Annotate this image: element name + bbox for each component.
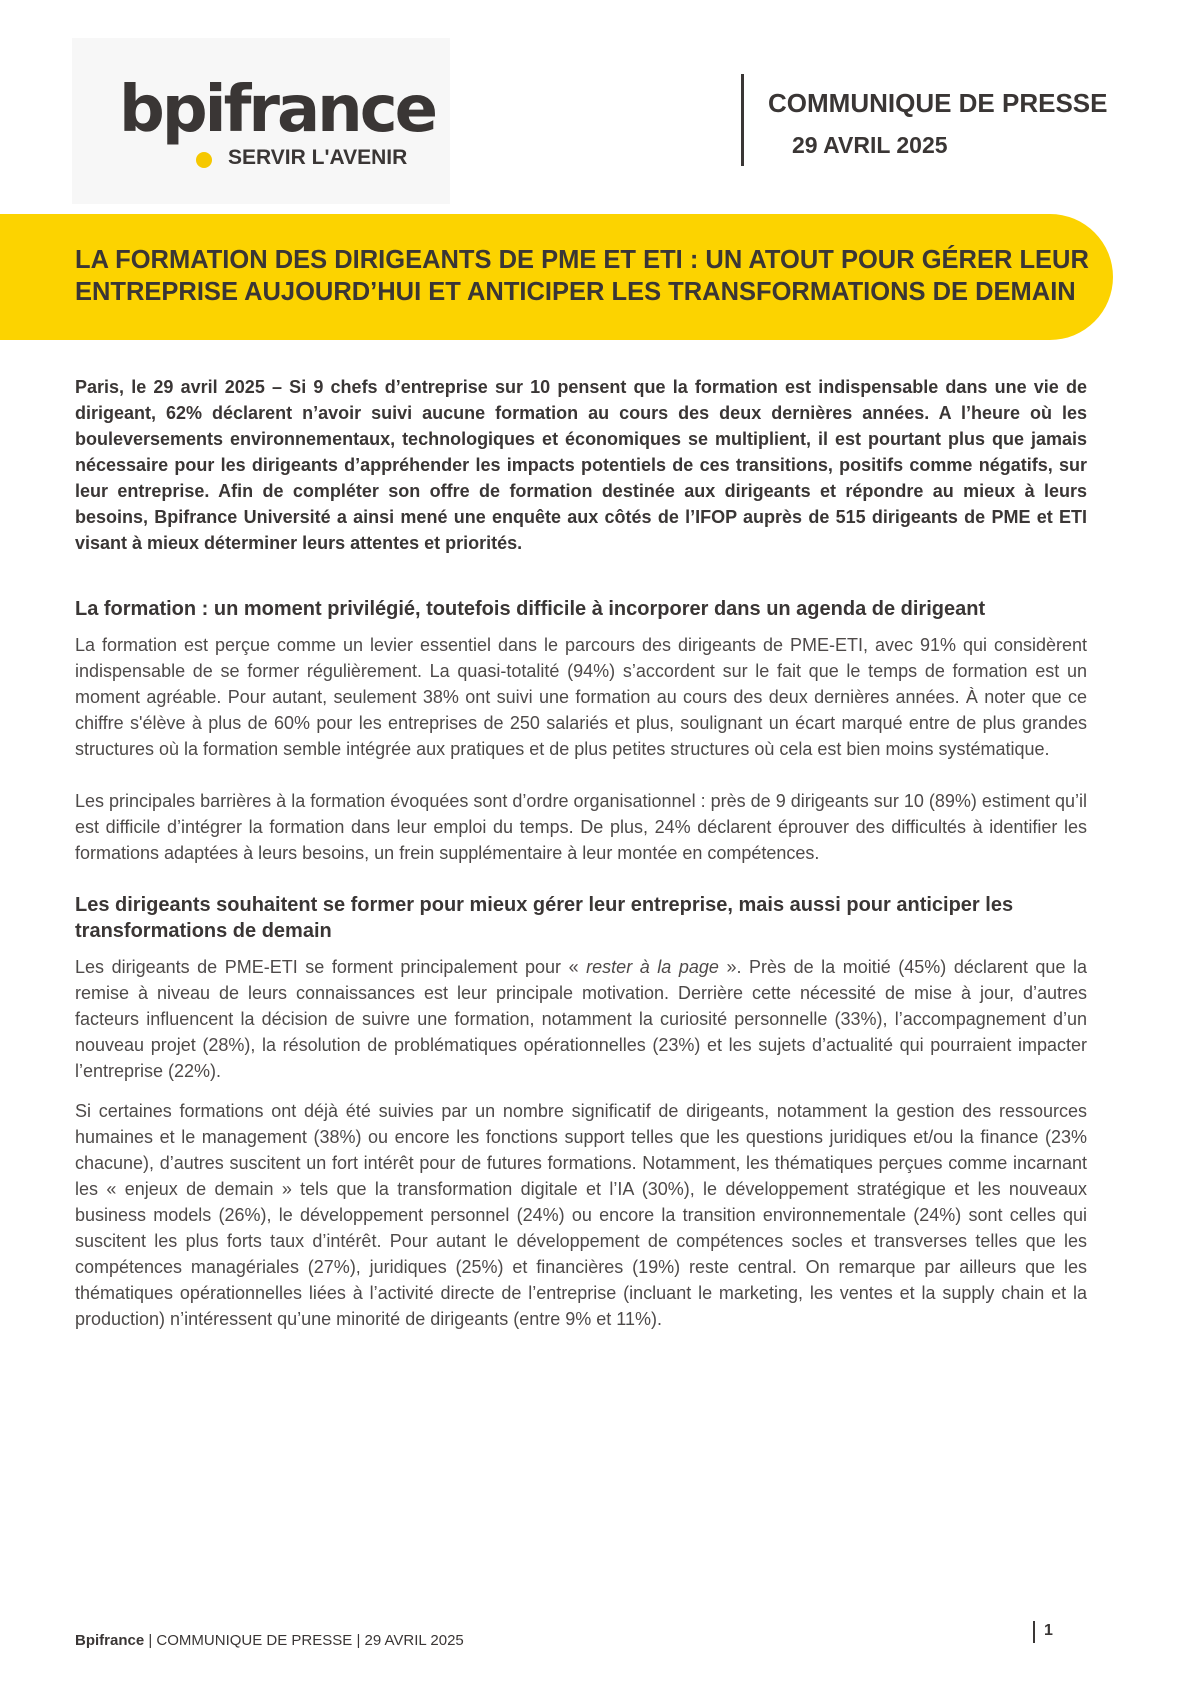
lead-paragraph: Paris, le 29 avril 2025 – Si 9 chefs d’entreprise sur 10 pensent que la formation est indispensable dans une vie de dirigeant, 62% déclarent n’avoir suivi aucune formation au cours des deux dernières années. A l’heure où les bouleversements environnementaux, technologiques et économiques se multiplient, il est pourtant plus que jamais nécessaire pour les dirigeants d’appréhender les impacts potentiels de ces transitions, positifs comme négatifs, sur leur entreprise. Afin de compléter son offre de formation destinée aux dirigeants et répondre au mieux à leurs besoins, Bpifrance Université a ainsi mené une enquête aux côtés de l’IFOP auprès de 515 dirigeants de PME et ETI visant à mieux déterminer leurs attentes et priorités. [75, 377, 1087, 553]
logo [72, 38, 450, 204]
footer-brand: Bpifrance [75, 1632, 145, 1649]
quoted-phrase: rester à la page [586, 957, 719, 977]
footer [75, 1632, 464, 1649]
logo-dot-icon [196, 152, 212, 168]
header-divider [741, 74, 744, 166]
section1-paragraph-1: La formation est perçue comme un levier essentiel dans le parcours des dirigeants de PME-ETI, avec 91% qui considèrent indispensable de se former régulièrement. La quasi-totalité (94%) s’accordent sur le fait que le temps de formation est un moment agréable. Pour autant, seulement 38% ont suivi une formation au cours des deux dernières années. À noter que ce chiffre s'élève à plus de 60% pour les entreprises de 250 salariés et plus, soulignant un écart marqué entre de plus grandes structures où la formation semble intégrée aux pratiques et de plus petites structures où cela est bien moins systématique. [75, 635, 1087, 759]
section1-paragraph-2: Les principales barrières à la formation évoquées sont d’ordre organisationnel : près de 9 dirigeants sur 10 (89%) estiment qu’il est difficile d’intégrer la formation dans leur emploi du temps. De plus, 24% déclarent éprouver des difficultés à identifier les formations adaptées à leurs besoins, un frein supplémentaire à leur montée en compétences. [75, 791, 1087, 863]
section2-paragraph-1: Les dirigeants de PME-ETI se forment principalement pour « rester à la page ». Près de la moitié (45%) déclarent que la remise à niveau de leurs connaissances est leur principale motivation. Derrière cette nécessité de mise à jour, d’autres facteurs influencent la décision de suivre une formation, notamment la curiosité personnelle (33%), l’accompagnement d’un nouveau projet (28%), la résolution de problématiques opérationnelles (23%) et les sujets d’actualité qui pourraient impacter l’entreprise (22%). [75, 957, 1088, 1081]
logo-tagline: SERVIR L'AVENIR [228, 146, 408, 169]
article-body [75, 374, 1087, 1332]
logo-wordmark: bpifrance [119, 73, 436, 147]
page-title: LA FORMATION DES DIRIGEANTS DE PME ET ETI : UN ATOUT POUR GÉRER LEUR ENTREPRISE AUJOURD’HUI ET ANTICIPER LES TRANSFORMATIONS DE DEMAIN [75, 246, 1089, 306]
section-heading-2: Les dirigeants souhaitent se former pour mieux gérer leur entreprise, mais aussi pour anticiper les transformations de demain [75, 894, 1014, 942]
footer-divider [1033, 1621, 1035, 1643]
section-heading-1: La formation : un moment privilégié, toutefois difficile à incorporer dans un agenda de dirigeant [75, 598, 986, 620]
section2-paragraph-2: Si certaines formations ont déjà été suivies par un nombre significatif de dirigeants, notamment la gestion des ressources humaines et le management (38%) ou encore les fonctions support telles que les questions juridiques et/ou la finance (23% chacune), d’autres suscitent un fort intérêt pour de futures formations. Notamment, les thématiques perçues comme incarnant les « enjeux de demain » tels que la transformation digitale et l’IA (30%), le développement stratégique et les nouveaux business models (26%), le développement personnel (24%) ou encore la transition environnementale (24%) sont celles qui suscitent les plus forts taux d’intérêt. Pour autant le développement de compétences socles et transverses telles que les compétences managériales (27%), juridiques (25%) et financières (19%) reste central. On remarque par ailleurs que les thématiques opérationnelles liées à l’activité directe de l’entreprise (incluant le marketing, les ventes et la supply chain et la production) n’intéressent qu’une minorité de dirigeants (entre 9% et 11%). [75, 1101, 1087, 1329]
press-release-label: COMMUNIQUE DE PRESSE [768, 88, 1108, 118]
page-number: 1 [1044, 1622, 1053, 1639]
footer-text: | COMMUNIQUE DE PRESSE | 29 AVRIL 2025 [144, 1632, 464, 1649]
press-release-date: 29 AVRIL 2025 [792, 132, 948, 158]
